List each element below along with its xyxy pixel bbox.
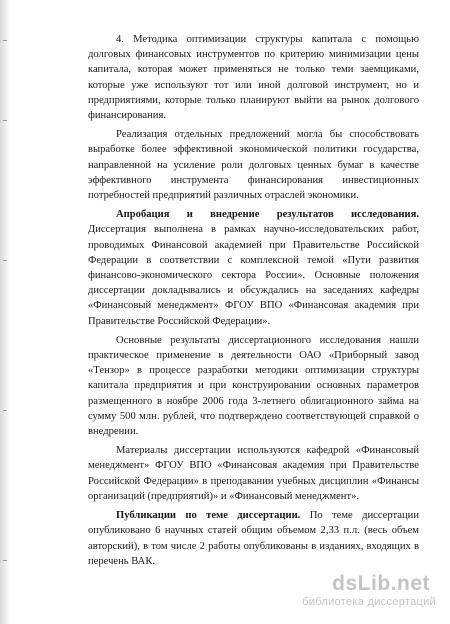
edge-mark: [3, 410, 7, 411]
paragraph-publications: Публикации по теме диссертации. По теме диссертации опубликовано 6 научных статей общим объемом 2,33 п.л. (весь объем авторский), в том числе 2 работы опубликованы в изданиях, входящих в перечень ВАК.: [88, 510, 419, 567]
section-lead: Публикации по теме диссертации.: [116, 510, 301, 522]
paragraph-implementation: Реализация отдельных предложений могла бы способствовать выработке более эффективной экономической политики государства, направленной на усиление роли долговых ценных бумаг в качестве эффективного инструмента финансирования инвестиционных потребностей предприятий различных отраслей экономики.: [88, 129, 419, 202]
edge-mark: [3, 120, 7, 121]
paragraph-approbation: Апробация и внедрение результатов исследования. Диссертация выполнена в рамках научно-исследовательских работ, проводимых Финансовой академией при Правительстве Российской Федерации в соответствии с комплексной темой «Пути развития финансово-экономического сектора России». Основные положения диссертации докладывались и обсуждались на заседаниях кафедры «Финансовый менеджмент» ФГОУ ВПО «Финансовая академия при Правительстве Российской Федерации».: [88, 209, 419, 327]
edge-mark: [3, 260, 7, 261]
scan-binding-edge: [0, 0, 10, 624]
paragraph-results-applied: Основные результаты диссертационного исследования нашли практическое применение в деятельности ОАО «Приборный завод «Тензор» в процессе разработки методики оптимизации структуры капитала предприятия и при конструировании основных параметров размещенного в ноябре 2006 года 3-летнего облигационного займа на сумму 500 млн. рублей, что подтверждено соответствующей справкой о внедрении.: [88, 334, 419, 438]
paragraph-methodology: 4. Методика оптимизации структуры капитала с помощью долговых финансовых инструментов по критерию минимизации цены капитала, которая может применяться не только теми заемщиками, которые уже используют тот или иной долговой инструмент, но и предприятиями, которые только планируют выйти на рынок долгового финансирования.: [88, 34, 419, 122]
edge-mark: [3, 560, 7, 561]
edge-mark: [3, 40, 7, 41]
section-lead: Апробация и внедрение результатов исследования.: [116, 209, 419, 221]
paragraph-teaching-use: Материалы диссертации используются кафедрой «Финансовый менеджмент» ФГОУ ВПО «Финансовая академия при Правительстве Российской Федерации» в преподавании учебных дисциплин «Финансы организаций (предприятий)» и «Финансовый менеджмент».: [88, 445, 419, 502]
site-watermark: [256, 572, 436, 612]
body-text: [88, 32, 419, 569]
watermark-subtitle: библиотека диссертаций: [302, 596, 436, 608]
watermark-logo: dsLib.net: [332, 572, 430, 595]
